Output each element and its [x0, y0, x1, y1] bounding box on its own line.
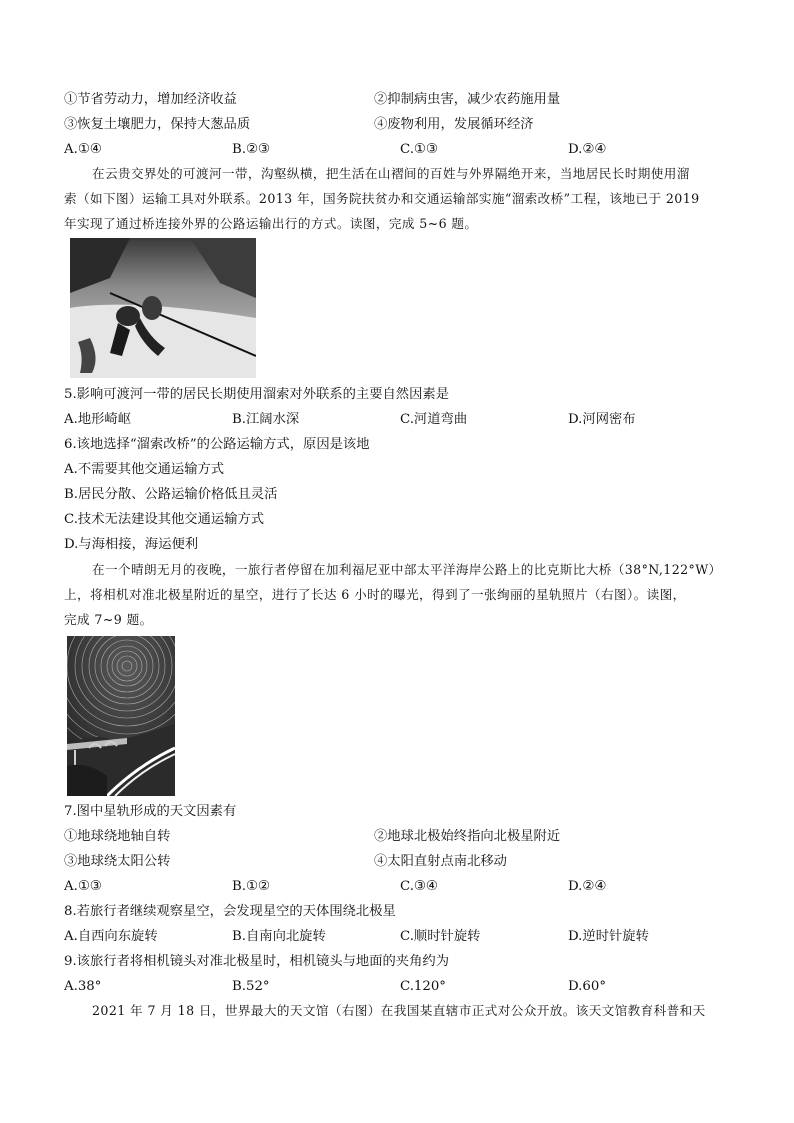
q5-choice-c: C.河道弯曲 — [400, 412, 468, 427]
passage3-line-1: 2021 年 7 月 18 日，世界最大的天文馆（右图）在我国某直辖市正式对公众开放。该天文馆教育科普和天 — [92, 1003, 706, 1018]
q6-choice-a: A.不需要其他交通运输方式 — [64, 462, 225, 477]
passage1-line-2: 索（如下图）运输工具对外联系。2013 年，国务院扶贫办和交通运输部实施“溜索改桥”工程，该地已于 2019 — [64, 191, 700, 206]
q9-choice-a: A.38° — [64, 979, 102, 994]
q5-stem: 5.影响可渡河一带的居民长期使用溜索对外联系的主要自然因素是 — [64, 387, 449, 402]
q6-choice-d: D.与海相接，海运便利 — [64, 537, 199, 552]
q8-choice-d: D.逆时针旋转 — [568, 929, 649, 944]
q7-choice-b: B.①② — [232, 879, 270, 894]
q7-option-4: ④太阳直射点南北移动 — [374, 854, 507, 869]
q7-stem: 7.图中星轨形成的天文因素有 — [64, 804, 237, 819]
passage2-line-3: 完成 7~9 题。 — [64, 612, 153, 627]
q4-choice-b: B.②③ — [232, 142, 270, 157]
q8-choice-c: C.顺时针旋转 — [400, 929, 481, 944]
q4-choice-c: C.①③ — [400, 142, 438, 157]
q4-choice-a: A.①④ — [64, 142, 102, 157]
q9-choice-c: C.120° — [400, 979, 446, 994]
q7-choice-c: C.③④ — [400, 879, 438, 894]
q5-choice-d: D.河网密布 — [568, 412, 636, 427]
zipline-photo — [70, 238, 256, 378]
q7-option-3: ③地球绕太阳公转 — [64, 854, 171, 869]
q5-choice-a: A.地形崎岖 — [64, 412, 132, 427]
q4-option-1: ①节省劳动力，增加经济收益 — [64, 92, 237, 107]
q6-choice-c: C.技术无法建设其他交通运输方式 — [64, 512, 265, 527]
passage2-line-1: 在一个晴朗无月的夜晚，一旅行者停留在加利福尼亚中部太平洋海岸公路上的比克斯比大桥（38°N,122°W） — [92, 562, 722, 577]
q8-choice-a: A.自西向东旋转 — [64, 929, 158, 944]
q9-choice-d: D.60° — [568, 979, 606, 994]
q6-stem: 6.该地选择“溜索改桥”的公路运输方式，原因是该地 — [64, 437, 370, 452]
passage1-line-1: 在云贵交界处的可渡河一带，沟壑纵横，把生活在山褶间的百姓与外界隔绝开来，当地居民长时期使用溜 — [92, 166, 690, 181]
q6-choice-b: B.居民分散、公路运输价格低且灵活 — [64, 487, 278, 502]
q9-choice-b: B.52° — [232, 979, 270, 994]
passage1-line-3: 年实现了通过桥连接外界的公路运输出行的方式。读图，完成 5~6 题。 — [64, 216, 478, 231]
q4-option-3: ③恢复土壤肥力，保持大葱品质 — [64, 117, 251, 132]
q9-stem: 9.该旅行者将相机镜头对准北极星时，相机镜头与地面的夹角约为 — [64, 954, 449, 969]
q8-choice-b: B.自南向北旋转 — [232, 929, 326, 944]
q5-choice-b: B.江阔水深 — [232, 412, 300, 427]
q4-option-4: ④废物利用，发展循环经济 — [374, 117, 534, 132]
q8-stem: 8.若旅行者继续观察星空，会发现星空的天体围绕北极星 — [64, 904, 396, 919]
q7-option-2: ②地球北极始终指向北极星附近 — [374, 829, 561, 844]
star-trail-photo — [67, 636, 175, 796]
q7-choice-d: D.②④ — [568, 879, 607, 894]
q4-option-2: ②抑制病虫害，减少农药施用量 — [374, 92, 561, 107]
q7-option-1: ①地球绕地轴自转 — [64, 829, 171, 844]
q7-choice-a: A.①③ — [64, 879, 102, 894]
passage2-line-2: 上，将相机对准北极星附近的星空，进行了长达 6 小时的曝光，得到了一张绚丽的星轨照片（右图）。读图， — [64, 587, 686, 602]
q4-choice-d: D.②④ — [568, 142, 607, 157]
